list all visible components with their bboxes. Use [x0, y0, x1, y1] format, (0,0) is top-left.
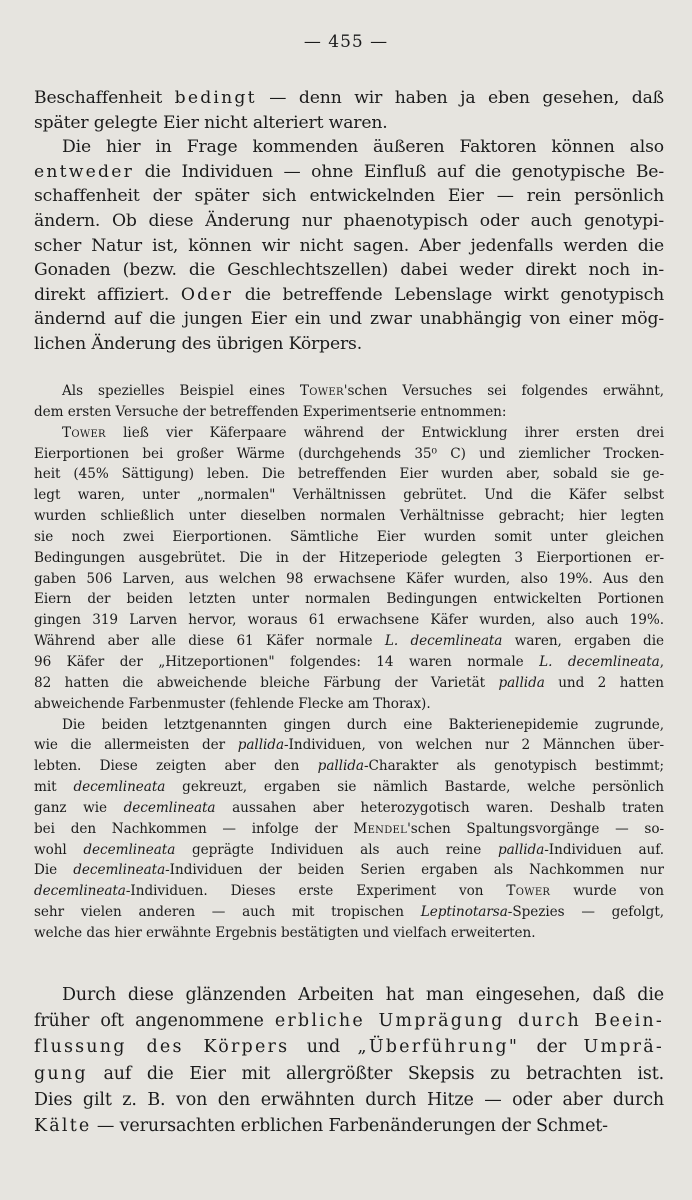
italic-term: pallida — [497, 841, 545, 858]
author-name: Tower — [62, 424, 106, 441]
text-line: Dies gilt z. B. von den erwähnten durch Hitze — oder aber durch — [34, 1089, 664, 1110]
main-text-upper — [34, 86, 664, 357]
italic-term: decemlineata — [83, 841, 176, 858]
text-line: scher Natur ist, können wir nicht sagen. Aber jedenfalls werden die — [34, 235, 664, 256]
paragraph — [34, 86, 664, 135]
text-line: 96 Käfer der „Hitzeportionen" folgendes: 14 waren normale L. decemlineata, — [34, 653, 664, 670]
text-line: flussung des Körpers und „Überführung" der Umprä- — [34, 1037, 664, 1058]
text-line: sehr vielen anderen — auch mit tropischen Leptinotarsa-Spezies — gefolgt, — [34, 904, 665, 921]
text-line: Tower ließ vier Käferpaare während der Entwicklung ihrer ersten drei — [62, 424, 664, 441]
text-line: heit (45% Sättigung) leben. Die betreffenden Eier wurden aber, sobald sie ge- — [34, 466, 664, 483]
text-line: wohl decemlineata geprägte Individuen als auch reine pallida-Individuen auf. — [34, 841, 664, 858]
emphasized-text: flussung des Körpers — [34, 1037, 290, 1058]
example-intro — [34, 381, 664, 423]
italic-term: decemlineata — [34, 883, 126, 900]
text-line: decemlineata-Individuen. Dieses erste Experiment von Tower wurde von — [34, 883, 664, 900]
example-followup — [34, 715, 664, 944]
emphasized-text: Oder — [180, 284, 234, 305]
paragraph — [34, 135, 664, 356]
text-line: lichen Änderung des übrigen Körpers. — [34, 333, 363, 354]
text-line: ändernd auf die jungen Eier ein und zwar unabhängig von einer mög- — [34, 309, 664, 330]
text-line: abweichende Farbenmuster (fehlende Flecke am Thorax). — [34, 695, 431, 712]
text-line: wurden schließlich unter dieselben normalen Verhältnisse gebracht; hier legten — [34, 508, 664, 525]
emphasized-text: gung — [34, 1063, 88, 1084]
text-line: direkt affiziert. Oder die betreffende Lebenslage wirkt genotypisch — [34, 284, 664, 305]
text-line: Eiern der beiden letzten unter normalen Bedingungen entwickelten Portionen — [34, 591, 664, 608]
text-line: wie die allermeisten der pallida-Individuen, von welchen nur 2 Männchen über- — [34, 737, 664, 754]
text-line: gung auf die Eier mit allergrößter Skepsis zu betrachten ist. — [34, 1063, 664, 1084]
text-line: Durch diese glänzenden Arbeiten hat man eingesehen, daß die — [62, 985, 664, 1005]
text-line: Während aber alle diese 61 Käfer normale L. decemlineata waren, ergaben die — [34, 633, 664, 650]
paragraph — [34, 982, 664, 1139]
text-line: ganz wie decemlineata aussahen aber heterozygotisch waren. Deshalb traten — [34, 799, 664, 816]
italic-term: decemlineata — [73, 779, 166, 796]
text-line: Gonaden (bezw. die Geschlechtszellen) dabei weder direkt noch in- — [34, 260, 664, 281]
text-line: legt waren, unter „normalen" Verhältnissen gebrütet. Und die Käfer selbst — [34, 487, 664, 504]
emphasized-text: erbliche Umprägung durch Beein- — [274, 1011, 664, 1032]
emphasized-text: bedingt — [174, 88, 257, 108]
example-block — [34, 381, 664, 944]
text-line: schaffenheit der später sich entwickelnden Eier — rein persönlich — [34, 186, 664, 207]
emphasized-text: Umprä- — [583, 1037, 664, 1058]
emphasized-text: „Überführung" — [357, 1037, 520, 1058]
italic-term: decemlineata — [123, 799, 216, 816]
text-line: entweder die Individuen — ohne Einfluß auf die genotypische Be- — [34, 161, 664, 182]
text-line: Die decemlineata-Individuen der beiden Serien ergaben als Nachkommen nur — [34, 862, 665, 879]
author-name: Mendel — [353, 820, 408, 837]
author-name: Tower — [506, 883, 551, 900]
page-number: — 455 — — [303, 32, 389, 52]
text-line: dem ersten Versuche der betreffenden Experimentserie entnommen: — [34, 403, 507, 420]
text-line: Eierportionen bei großer Wärme (durchgehends 35⁰ C) und ziemlicher Trocken- — [34, 445, 664, 462]
emphasized-text: Kälte — [34, 1116, 92, 1137]
text-line: ändern. Ob diese Änderung nur phaenotypisch oder auch genotypi- — [34, 210, 664, 231]
italic-term: L. decemlineata — [539, 653, 660, 670]
text-line: welche das hier erwähnte Ergebnis bestätigten und vielfach erweiterten. — [34, 924, 536, 941]
text-line: Bedingungen ausgebrütet. Die in der Hitzeperiode gelegten 3 Eierportionen er- — [34, 549, 664, 566]
italic-term: decemlineata — [73, 862, 166, 879]
text-line: 82 hatten die abweichende bleiche Färbung der Varietät pallida und 2 hatten — [34, 674, 664, 691]
italic-term: pallida — [498, 674, 545, 691]
text-line: Die hier in Frage kommenden äußeren Faktoren können also — [62, 137, 664, 158]
main-text-lower — [34, 982, 664, 1139]
italic-term: pallida — [317, 758, 364, 775]
text-line: sie noch zwei Eierportionen. Sämtliche Eier wurden somit unter gleichen — [34, 528, 664, 545]
italic-term: L. decemlineata — [384, 633, 503, 650]
text-line: Die beiden letztgenannten gingen durch eine Bakterienepidemie zugrunde, — [62, 716, 664, 733]
italic-term: pallida — [237, 737, 285, 754]
text-line: lebten. Diese zeigten aber den pallida-Charakter als genotypisch bestimmt; — [34, 758, 664, 775]
author-name: Tower — [299, 383, 344, 399]
text-line: Beschaffenheit bedingt — denn wir haben ja eben gesehen, daß — [34, 88, 664, 108]
text-line: mit decemlineata gekreuzt, ergaben sie nämlich Bastarde, welche persönlich — [34, 779, 664, 796]
text-line: gaben 506 Larven, aus welchen 98 erwachsene Käfer wurden, also 19%. Aus den — [34, 570, 664, 587]
text-line: Als spezielles Beispiel eines Tower'schen Versuches sei folgendes erwähnt, — [62, 383, 665, 399]
text-line: gingen 319 Larven hervor, woraus 61 erwachsene Käfer wurden, also auch 19%. — [34, 612, 664, 629]
text-line: früher oft angenommene erbliche Umprägung durch Beein- — [34, 1011, 664, 1032]
text-line: später gelegte Eier nicht alteriert waren. — [34, 112, 388, 133]
text-line: Kälte — verursachten erblichen Farbenänderungen der Schmet- — [34, 1116, 608, 1137]
italic-term: Leptinotarsa — [420, 904, 508, 921]
example-experiment — [34, 423, 664, 715]
text-line: bei den Nachkommen — infolge der Mendel'schen Spaltungsvorgänge — so- — [34, 820, 664, 837]
emphasized-text: entweder — [34, 161, 135, 182]
